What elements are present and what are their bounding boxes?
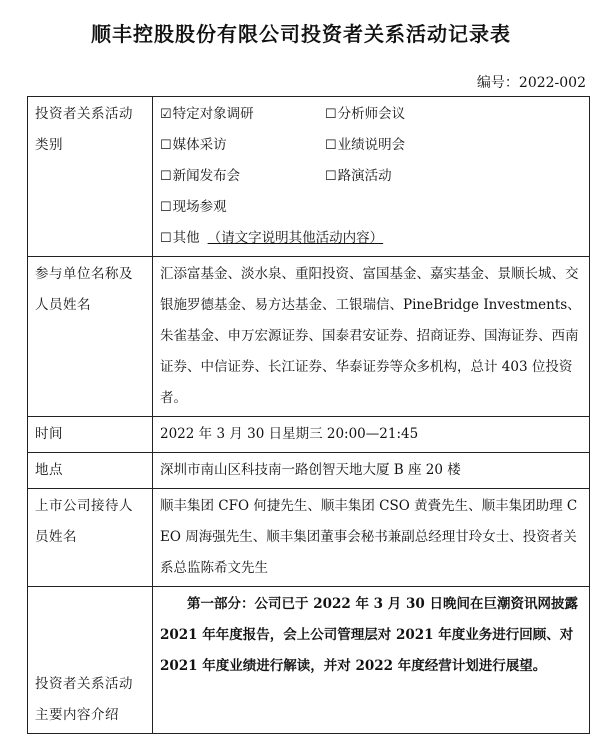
row-activity-type [28,97,590,257]
document-number: 编号：2022-002 [476,75,586,91]
activity-option-row [160,99,583,130]
label-participants: 参与单位名称及人员姓名 [28,257,153,417]
reception-value: 顺丰集团 CFO 何捷先生、顺丰集团 CSO 黄賫先生、顺丰集团助理 CEO 周海强先生、顺丰集团董事会秘书兼副总经理甘玲女士、投资者关系总监陈希文先生 [153,489,590,587]
other-activity-note: （请文字说明其他活动内容） [207,230,384,246]
unchecked-box-icon[interactable]: ☐ [325,107,337,122]
activity-option-label: 业绩说明会 [337,137,406,153]
activity-option-label: 现场参观 [172,199,227,215]
activity-option[interactable] [325,130,490,161]
row-location [28,453,590,489]
unchecked-box-icon[interactable]: ☐ [160,138,172,153]
activity-option[interactable] [160,192,325,223]
record-table [27,96,590,734]
participants-value: 汇添富基金、淡水泉、重阳投资、富国基金、嘉实基金、景顺长城、交银施罗德基金、易方达基金、工银瑞信、PineBridge Investments、朱雀基金、申万宏源证券、国泰君安证券、招商证券、国海证券、西南证券、中信证券、长江证券、华泰证券等众多机构，总计 403 位投资者。 [153,257,590,417]
row-content [28,587,590,734]
time-value: 2022 年 3 月 30 日星期三 20:00—21:45 [153,417,590,453]
checked-box-icon[interactable]: ☑ [160,107,172,122]
activity-option-row [160,223,583,254]
unchecked-box-icon[interactable]: ☐ [325,169,337,184]
label-activity-type: 投资者关系活动类别 [28,97,153,257]
document-title: 顺丰控股股份有限公司投资者关系活动记录表 [91,22,511,46]
activity-option[interactable] [325,161,490,192]
label-location: 地点 [28,453,153,489]
activity-option-label: 新闻发布会 [172,168,241,184]
unchecked-box-icon[interactable]: ☐ [160,200,172,215]
activity-option[interactable] [160,130,325,161]
label-time: 时间 [28,417,153,453]
activity-option-label: 媒体采访 [172,137,227,153]
unchecked-box-icon[interactable]: ☐ [325,138,337,153]
activity-option-row [160,161,583,192]
label-content: 投资者关系活动主要内容介绍 [28,587,153,734]
unchecked-box-icon[interactable]: ☐ [160,231,172,246]
unchecked-box-icon[interactable]: ☐ [160,169,172,184]
row-time [28,417,590,453]
label-reception: 上市公司接待人员姓名 [28,489,153,587]
row-reception [28,489,590,587]
activity-option-label: 特定对象调研 [172,106,254,122]
activity-option[interactable] [160,161,325,192]
activity-option[interactable] [160,223,384,254]
row-participants [28,257,590,417]
activity-type-options [153,97,590,257]
activity-option[interactable] [160,99,325,130]
activity-option[interactable] [325,99,490,130]
content-part1: 第一部分：公司已于 2022 年 3 月 30 日晚间在巨潮资讯网披露 2021 年年度报告，会上公司管理层对 2021 年度业务进行回顾、对 2021 年度业绩进行解读，并对 2022 年度经营计划进行展望。 [153,587,590,734]
activity-option-label: 路演活动 [337,168,392,184]
location-value: 深圳市南山区科技南一路创智天地大厦 B 座 20 楼 [153,453,590,489]
activity-option-label: 其他 [172,230,200,246]
activity-option-label: 分析师会议 [337,106,406,122]
activity-option-row [160,192,583,223]
activity-option-row [160,130,583,161]
